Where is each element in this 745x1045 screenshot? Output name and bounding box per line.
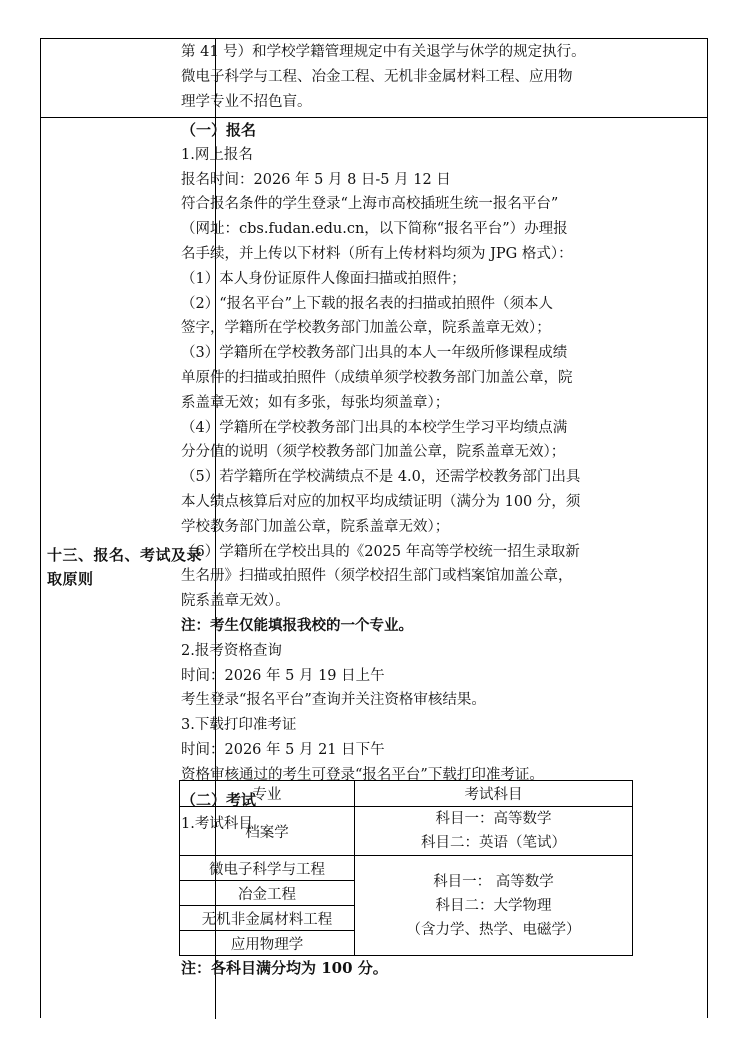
subject-line: （含力学、热学、电磁学） — [406, 921, 581, 938]
major-archives: 档案学 — [180, 807, 355, 856]
subject-line: 科目二：英语（笔试） — [421, 835, 566, 851]
subject-line: 科目一：高等数学 — [435, 811, 552, 827]
text-line: 系盖章无效；如有多张，每张均须盖章）； — [181, 394, 450, 411]
section-label: 十三、报名、考试及录取原则 — [47, 546, 203, 588]
major-cell: 无机非金属材料工程 — [180, 906, 355, 931]
text-line: 分分值的说明（须学校教务部门加盖公章，院系盖章无效）； — [181, 444, 566, 461]
text-line: 3.下载打印准考证 — [181, 717, 297, 734]
text-line: 学校教务部门加盖公章，院系盖章无效）； — [181, 518, 450, 535]
table-header-row — [180, 781, 633, 807]
exam-subjects-title: 1.考试科目 — [181, 816, 253, 833]
text-line: 1.网上报名 — [181, 146, 253, 163]
heading-exam: （二）考试 — [181, 790, 257, 809]
top-row-content — [181, 40, 665, 114]
subjects-group-b — [355, 856, 633, 956]
note-full-score: 注：各科目满分均为 100 分。 — [181, 959, 388, 977]
subject-line: 科目二：大学物理 — [435, 897, 552, 914]
heading-register: （一）报名 — [181, 121, 257, 139]
text-line: 院系盖章无效）。 — [181, 593, 290, 610]
text-line: 时间：2026 年 5 月 21 日下午 — [181, 741, 385, 758]
text-line: 2.报考资格查询 — [181, 642, 282, 659]
text-line: （4）学籍所在学校教务部门出具的本校学生学习平均绩点满 — [181, 419, 568, 436]
table-row — [180, 856, 633, 881]
text-line: 时间：2026 年 5 月 19 日上午 — [181, 667, 385, 684]
text-line: （3）学籍所在学校教务部门出具的本人一年级所修课程成绩 — [181, 345, 568, 362]
text-line: （1）本人身份证原件人像面扫描或拍照件； — [181, 270, 466, 287]
text-line: 第 41 号）和学校学籍管理规定中有关退学与休学的规定执行。 — [181, 44, 586, 60]
text-line: （5）若学籍所在学校满绩点不是 4.0，还需学校教务部门出具 — [181, 469, 581, 486]
text-line: 符合报名条件的学生登录“上海市高校插班生统一报名平台” — [181, 196, 559, 213]
text-line: 生名册》扫描或拍照件（须学校招生部门或档案馆加盖公章， — [181, 568, 573, 585]
subjects-archives — [355, 807, 633, 856]
text-line: 单原件的扫描或拍照件（成绩单须学校教务部门加盖公章，院 — [181, 369, 573, 386]
table-row — [180, 807, 633, 856]
text-line: （网址：cbs.fudan.edu.cn，以下简称“报名平台”）办理报 — [181, 221, 568, 238]
text-line: 本人绩点核算后对应的加权平均成绩证明（满分为 100 分，须 — [181, 493, 581, 510]
text-line: 微电子科学与工程、冶金工程、无机非金属材料工程、应用物 — [181, 68, 573, 85]
text-line: 名手续，并上传以下材料（所有上传材料均须为 JPG 格式）： — [181, 245, 573, 262]
text-line: （2）“报名平台”上下载的报名表的扫描或拍照件（须本人 — [181, 295, 554, 312]
exam-subjects-table — [179, 780, 633, 956]
major-cell: 冶金工程 — [180, 881, 355, 906]
text-line: 资格审核通过的考生可登录“报名平台”下载打印准考证。 — [181, 766, 544, 783]
major-cell: 微电子科学与工程 — [180, 856, 355, 881]
note-one-major: 注：考生仅能填报我校的一个专业。 — [181, 616, 413, 634]
subject-line: 科目一： 高等数学 — [433, 873, 554, 890]
text-line: 报名时间：2026 年 5 月 8 日-5 月 12 日 — [181, 171, 451, 188]
text-line: （6）学籍所在学校出具的《2025 年高等学校统一招生录取新 — [181, 543, 580, 560]
header-subjects: 考试科目 — [355, 781, 633, 807]
text-line: 考生登录“报名平台”查询并关注资格审核结果。 — [181, 692, 486, 709]
text-line: 签字，学籍所在学校教务部门加盖公章，院系盖章无效）； — [181, 320, 551, 337]
major-cell: 应用物理学 — [180, 931, 355, 956]
text-line: 理学专业不招色盲。 — [181, 93, 312, 110]
header-major: 专业 — [180, 781, 355, 807]
section-content — [181, 118, 665, 837]
